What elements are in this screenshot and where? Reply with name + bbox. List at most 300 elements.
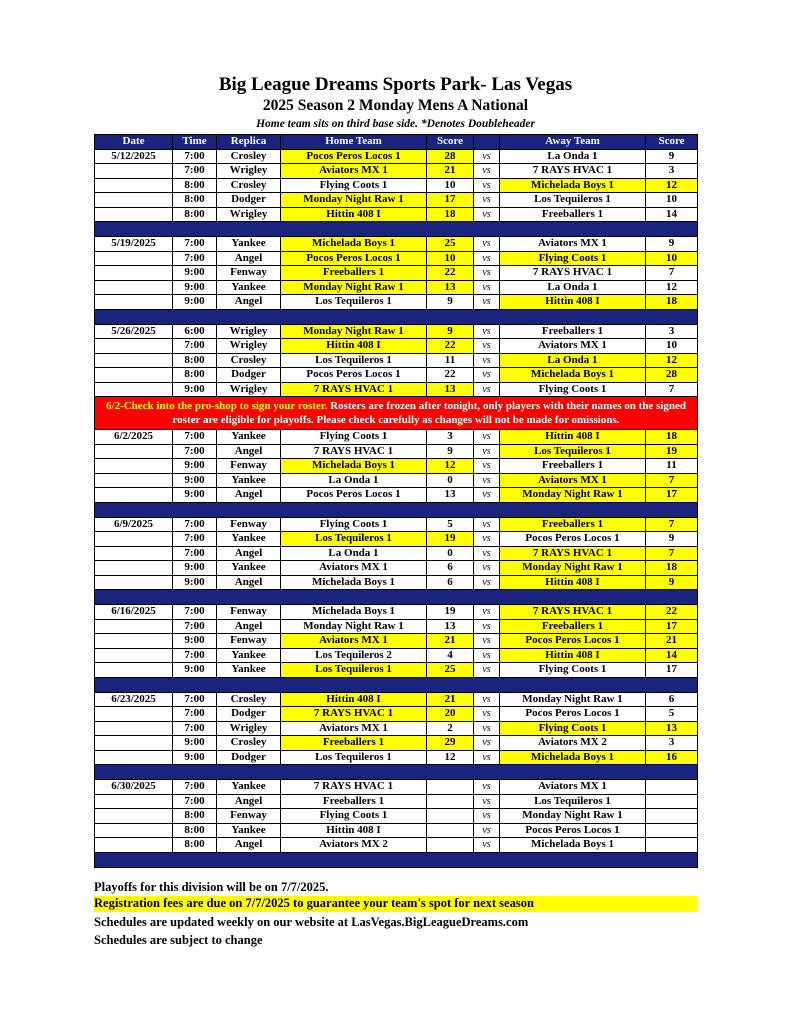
away-score-cell: 9 (646, 575, 698, 590)
time-cell: 9:00 (173, 750, 217, 765)
field-cell: Angel (217, 444, 281, 459)
away-score-cell: 18 (646, 295, 698, 310)
away-team-cell: 7 RAYS HVAC 1 (500, 605, 646, 620)
away-score-cell (646, 838, 698, 853)
field-cell: Angel (217, 488, 281, 503)
vs-cell: vs (474, 663, 500, 678)
game-row (95, 561, 698, 576)
home-score-cell: 22 (427, 339, 474, 354)
week-separator (95, 502, 698, 517)
game-row (95, 353, 698, 368)
time-cell: 9:00 (173, 561, 217, 576)
week-separator (95, 765, 698, 780)
game-row (95, 619, 698, 634)
vs-cell: vs (474, 561, 500, 576)
table-header-row (95, 135, 698, 150)
date-cell (95, 663, 173, 678)
home-score-cell: 22 (427, 266, 474, 281)
away-score-cell: 19 (646, 444, 698, 459)
time-cell: 7:00 (173, 546, 217, 561)
home-score-cell: 21 (427, 164, 474, 179)
column-header: Replica (217, 135, 281, 150)
game-row (95, 237, 698, 252)
away-team-cell: Flying Coots 1 (500, 382, 646, 397)
vs-cell: vs (474, 532, 500, 547)
date-cell (95, 546, 173, 561)
time-cell: 8:00 (173, 368, 217, 383)
away-score-cell: 14 (646, 207, 698, 222)
away-team-cell: La Onda 1 (500, 353, 646, 368)
field-cell: Wrigley (217, 207, 281, 222)
vs-cell: vs (474, 823, 500, 838)
away-team-cell: Hittin 408 I (500, 430, 646, 445)
field-cell: Angel (217, 794, 281, 809)
date-cell (95, 164, 173, 179)
time-cell: 8:00 (173, 178, 217, 193)
date-cell: 6/16/2025 (95, 605, 173, 620)
home-team-cell: Aviators MX 1 (281, 634, 427, 649)
vs-cell: vs (474, 251, 500, 266)
away-score-cell: 7 (646, 546, 698, 561)
time-cell: 9:00 (173, 736, 217, 751)
field-cell: Wrigley (217, 721, 281, 736)
home-score-cell: 13 (427, 280, 474, 295)
away-score-cell: 7 (646, 473, 698, 488)
date-cell (95, 561, 173, 576)
game-row (95, 736, 698, 751)
column-header: Date (95, 135, 173, 150)
home-score-cell (427, 809, 474, 824)
away-team-cell: Freeballers 1 (500, 324, 646, 339)
away-score-cell: 3 (646, 736, 698, 751)
home-team-cell: Aviators MX 1 (281, 561, 427, 576)
home-score-cell: 28 (427, 149, 474, 164)
registration-note: Registration fees are due on 7/7/2025 to guarantee your team's spot for next season (94, 896, 697, 912)
home-team-cell: Flying Coots 1 (281, 517, 427, 532)
date-cell (95, 178, 173, 193)
field-cell: Dodger (217, 193, 281, 208)
home-score-cell: 5 (427, 517, 474, 532)
field-cell: Yankee (217, 780, 281, 795)
field-cell: Yankee (217, 823, 281, 838)
home-score-cell (427, 838, 474, 853)
away-score-cell (646, 794, 698, 809)
away-team-cell: Pocos Peros Locos 1 (500, 707, 646, 722)
field-cell: Dodger (217, 750, 281, 765)
home-score-cell: 29 (427, 736, 474, 751)
vs-cell: vs (474, 619, 500, 634)
column-header: Away Team (500, 135, 646, 150)
vs-cell: vs (474, 794, 500, 809)
field-cell: Crosley (217, 178, 281, 193)
game-row (95, 178, 698, 193)
field-cell: Fenway (217, 809, 281, 824)
home-team-cell: Flying Coots 1 (281, 809, 427, 824)
away-team-cell: Hittin 408 I (500, 575, 646, 590)
time-cell: 7:00 (173, 517, 217, 532)
home-team-cell: Pocos Peros Locos 1 (281, 368, 427, 383)
game-row (95, 634, 698, 649)
field-cell: Fenway (217, 517, 281, 532)
time-cell: 7:00 (173, 692, 217, 707)
website-note: Schedules are updated weekly on our website at LasVegas.BigLeagueDreams.com (94, 915, 529, 929)
time-cell: 7:00 (173, 721, 217, 736)
away-team-cell: Freeballers 1 (500, 207, 646, 222)
away-team-cell: Michelada Boys 1 (500, 750, 646, 765)
home-score-cell: 0 (427, 473, 474, 488)
time-cell: 7:00 (173, 237, 217, 252)
time-cell: 8:00 (173, 838, 217, 853)
game-row (95, 324, 698, 339)
game-row (95, 750, 698, 765)
field-cell: Angel (217, 575, 281, 590)
time-cell: 7:00 (173, 707, 217, 722)
home-team-cell: Freeballers 1 (281, 794, 427, 809)
game-row (95, 430, 698, 445)
away-team-cell: Hittin 408 I (500, 648, 646, 663)
time-cell: 8:00 (173, 207, 217, 222)
game-row (95, 575, 698, 590)
home-score-cell: 0 (427, 546, 474, 561)
date-cell (95, 648, 173, 663)
vs-cell: vs (474, 546, 500, 561)
game-row (95, 382, 698, 397)
game-row (95, 838, 698, 853)
away-score-cell: 17 (646, 619, 698, 634)
time-cell: 7:00 (173, 780, 217, 795)
date-cell: 5/19/2025 (95, 237, 173, 252)
away-team-cell: Michelada Boys 1 (500, 178, 646, 193)
home-team-cell: Flying Coots 1 (281, 430, 427, 445)
away-score-cell: 13 (646, 721, 698, 736)
away-team-cell: Pocos Peros Locos 1 (500, 532, 646, 547)
time-cell: 7:00 (173, 444, 217, 459)
away-score-cell (646, 823, 698, 838)
home-team-cell: Aviators MX 2 (281, 838, 427, 853)
date-cell (95, 532, 173, 547)
date-cell: 6/30/2025 (95, 780, 173, 795)
week-separator-cell (95, 852, 698, 867)
away-team-cell: La Onda 1 (500, 280, 646, 295)
home-score-cell: 6 (427, 561, 474, 576)
home-team-cell: Freeballers 1 (281, 266, 427, 281)
game-row (95, 809, 698, 824)
vs-cell: vs (474, 164, 500, 179)
field-cell: Angel (217, 295, 281, 310)
game-row (95, 488, 698, 503)
home-team-cell: Hittin 408 I (281, 692, 427, 707)
away-score-cell: 6 (646, 692, 698, 707)
home-team-cell: Freeballers 1 (281, 736, 427, 751)
date-cell (95, 619, 173, 634)
week-separator (95, 309, 698, 324)
home-team-cell: Aviators MX 1 (281, 721, 427, 736)
game-row (95, 164, 698, 179)
away-score-cell: 18 (646, 430, 698, 445)
field-cell: Yankee (217, 430, 281, 445)
vs-cell: vs (474, 237, 500, 252)
vs-cell: vs (474, 459, 500, 474)
game-row (95, 692, 698, 707)
home-score-cell: 4 (427, 648, 474, 663)
home-score-cell: 20 (427, 707, 474, 722)
date-cell: 5/12/2025 (95, 149, 173, 164)
time-cell: 7:00 (173, 794, 217, 809)
field-cell: Fenway (217, 266, 281, 281)
date-cell (95, 721, 173, 736)
game-row (95, 280, 698, 295)
date-cell: 6/23/2025 (95, 692, 173, 707)
home-team-cell: Los Tequileros 1 (281, 295, 427, 310)
field-cell: Yankee (217, 532, 281, 547)
date-cell (95, 575, 173, 590)
home-team-cell: Flying Coots 1 (281, 178, 427, 193)
away-team-cell: Los Tequileros 1 (500, 444, 646, 459)
time-cell: 9:00 (173, 266, 217, 281)
date-cell (95, 794, 173, 809)
week-separator (95, 590, 698, 605)
home-score-cell: 25 (427, 237, 474, 252)
game-row (95, 149, 698, 164)
vs-cell: vs (474, 324, 500, 339)
away-team-cell: Michelada Boys 1 (500, 838, 646, 853)
column-header: Home Team (281, 135, 427, 150)
home-score-cell: 6 (427, 575, 474, 590)
home-team-cell: Los Tequileros 1 (281, 532, 427, 547)
home-team-cell: La Onda 1 (281, 473, 427, 488)
game-row (95, 823, 698, 838)
away-team-cell: 7 RAYS HVAC 1 (500, 164, 646, 179)
field-cell: Fenway (217, 459, 281, 474)
away-score-cell: 3 (646, 324, 698, 339)
field-cell: Dodger (217, 368, 281, 383)
home-score-cell: 21 (427, 634, 474, 649)
field-cell: Crosley (217, 353, 281, 368)
game-row (95, 339, 698, 354)
game-row (95, 444, 698, 459)
away-team-cell: Flying Coots 1 (500, 251, 646, 266)
away-score-cell: 10 (646, 193, 698, 208)
away-team-cell: Monday Night Raw 1 (500, 809, 646, 824)
page-title: Big League Dreams Sports Park- Las Vegas (218, 74, 573, 95)
away-team-cell: Monday Night Raw 1 (500, 488, 646, 503)
time-cell: 9:00 (173, 488, 217, 503)
vs-cell: vs (474, 430, 500, 445)
game-row (95, 707, 698, 722)
time-cell: 8:00 (173, 809, 217, 824)
date-cell: 5/26/2025 (95, 324, 173, 339)
date-cell (95, 193, 173, 208)
field-cell: Wrigley (217, 339, 281, 354)
field-cell: Angel (217, 251, 281, 266)
vs-cell: vs (474, 634, 500, 649)
vs-cell: vs (474, 368, 500, 383)
home-team-cell: 7 RAYS HVAC 1 (281, 707, 427, 722)
page-subtitle: 2025 Season 2 Monday Mens A National (262, 97, 529, 114)
home-team-cell: Monday Night Raw 1 (281, 619, 427, 634)
time-cell: 7:00 (173, 619, 217, 634)
vs-cell: vs (474, 280, 500, 295)
home-score-cell: 10 (427, 178, 474, 193)
column-header: Time (173, 135, 217, 150)
away-score-cell: 28 (646, 368, 698, 383)
column-header: Score (646, 135, 698, 150)
home-score-cell: 11 (427, 353, 474, 368)
away-team-cell: Aviators MX 1 (500, 339, 646, 354)
roster-notice-row (95, 397, 698, 430)
time-cell: 7:00 (173, 532, 217, 547)
away-team-cell: Aviators MX 2 (500, 736, 646, 751)
field-cell: Wrigley (217, 382, 281, 397)
home-score-cell (427, 780, 474, 795)
playoffs-note: Playoffs for this division will be on 7/7/2025. (94, 880, 329, 894)
home-team-cell: La Onda 1 (281, 546, 427, 561)
away-score-cell: 9 (646, 149, 698, 164)
time-cell: 8:00 (173, 823, 217, 838)
home-team-cell: Los Tequileros 1 (281, 663, 427, 678)
field-cell: Yankee (217, 473, 281, 488)
home-team-cell: 7 RAYS HVAC 1 (281, 780, 427, 795)
vs-cell: vs (474, 266, 500, 281)
field-cell: Crosley (217, 149, 281, 164)
date-cell (95, 444, 173, 459)
away-score-cell: 17 (646, 663, 698, 678)
away-team-cell: Aviators MX 1 (500, 780, 646, 795)
away-score-cell (646, 780, 698, 795)
time-cell: 9:00 (173, 382, 217, 397)
game-row (95, 368, 698, 383)
vs-cell: vs (474, 295, 500, 310)
game-row (95, 532, 698, 547)
time-cell: 7:00 (173, 164, 217, 179)
vs-cell: vs (474, 838, 500, 853)
date-cell (95, 809, 173, 824)
roster-notice-highlight: 6/2-Check into the pro-shop to sign your roster. (106, 400, 328, 412)
field-cell: Fenway (217, 634, 281, 649)
game-row (95, 459, 698, 474)
field-cell: Wrigley (217, 164, 281, 179)
game-row (95, 251, 698, 266)
away-score-cell: 10 (646, 251, 698, 266)
vs-cell: vs (474, 605, 500, 620)
date-cell (95, 295, 173, 310)
week-separator-cell (95, 677, 698, 692)
vs-cell: vs (474, 178, 500, 193)
away-team-cell: Michelada Boys 1 (500, 368, 646, 383)
away-score-cell: 7 (646, 517, 698, 532)
game-row (95, 780, 698, 795)
date-cell (95, 823, 173, 838)
game-row (95, 648, 698, 663)
away-score-cell: 9 (646, 532, 698, 547)
game-row (95, 295, 698, 310)
date-cell (95, 459, 173, 474)
home-team-cell: Pocos Peros Locos 1 (281, 488, 427, 503)
game-row (95, 605, 698, 620)
game-row (95, 663, 698, 678)
week-separator (95, 222, 698, 237)
away-team-cell: Aviators MX 1 (500, 237, 646, 252)
time-cell: 9:00 (173, 295, 217, 310)
date-cell: 6/2/2025 (95, 430, 173, 445)
date-cell (95, 251, 173, 266)
vs-cell: vs (474, 353, 500, 368)
date-cell (95, 707, 173, 722)
date-cell (95, 266, 173, 281)
field-cell: Fenway (217, 605, 281, 620)
week-separator (95, 852, 698, 867)
game-row (95, 266, 698, 281)
time-cell: 9:00 (173, 473, 217, 488)
away-score-cell: 22 (646, 605, 698, 620)
time-cell: 9:00 (173, 663, 217, 678)
away-score-cell: 11 (646, 459, 698, 474)
time-cell: 9:00 (173, 280, 217, 295)
away-team-cell: Los Tequileros 1 (500, 193, 646, 208)
date-cell: 6/9/2025 (95, 517, 173, 532)
home-score-cell: 17 (427, 193, 474, 208)
home-score-cell: 18 (427, 207, 474, 222)
vs-cell: vs (474, 750, 500, 765)
home-score-cell: 25 (427, 663, 474, 678)
away-team-cell: 7 RAYS HVAC 1 (500, 266, 646, 281)
vs-cell: vs (474, 473, 500, 488)
time-cell: 7:00 (173, 430, 217, 445)
away-score-cell: 7 (646, 266, 698, 281)
away-score-cell: 14 (646, 648, 698, 663)
vs-cell: vs (474, 707, 500, 722)
time-cell: 9:00 (173, 459, 217, 474)
home-team-cell: Pocos Peros Locos 1 (281, 149, 427, 164)
date-cell (95, 382, 173, 397)
date-cell (95, 339, 173, 354)
vs-cell: vs (474, 149, 500, 164)
away-team-cell: Flying Coots 1 (500, 663, 646, 678)
home-score-cell: 19 (427, 532, 474, 547)
away-team-cell: Pocos Peros Locos 1 (500, 634, 646, 649)
week-separator-cell (95, 309, 698, 324)
field-cell: Angel (217, 619, 281, 634)
away-score-cell: 3 (646, 164, 698, 179)
vs-cell: vs (474, 339, 500, 354)
home-team-cell: Los Tequileros 1 (281, 353, 427, 368)
home-score-cell: 22 (427, 368, 474, 383)
date-cell (95, 207, 173, 222)
game-row (95, 546, 698, 561)
vs-cell: vs (474, 736, 500, 751)
game-row (95, 473, 698, 488)
away-score-cell: 18 (646, 561, 698, 576)
home-score-cell: 9 (427, 444, 474, 459)
away-score-cell: 16 (646, 750, 698, 765)
roster-notice (95, 397, 698, 430)
field-cell: Crosley (217, 692, 281, 707)
home-team-cell: Hittin 408 I (281, 339, 427, 354)
time-cell: 8:00 (173, 353, 217, 368)
away-score-cell: 9 (646, 237, 698, 252)
away-team-cell: Monday Night Raw 1 (500, 692, 646, 707)
game-row (95, 721, 698, 736)
week-separator-cell (95, 502, 698, 517)
home-score-cell: 3 (427, 430, 474, 445)
away-team-cell: Hittin 408 I (500, 295, 646, 310)
schedule-note: Home team sits on third base side. *Denotes Doubleheader (256, 118, 535, 130)
vs-cell: vs (474, 648, 500, 663)
home-score-cell: 12 (427, 750, 474, 765)
home-score-cell: 9 (427, 295, 474, 310)
time-cell: 8:00 (173, 193, 217, 208)
week-separator-cell (95, 765, 698, 780)
